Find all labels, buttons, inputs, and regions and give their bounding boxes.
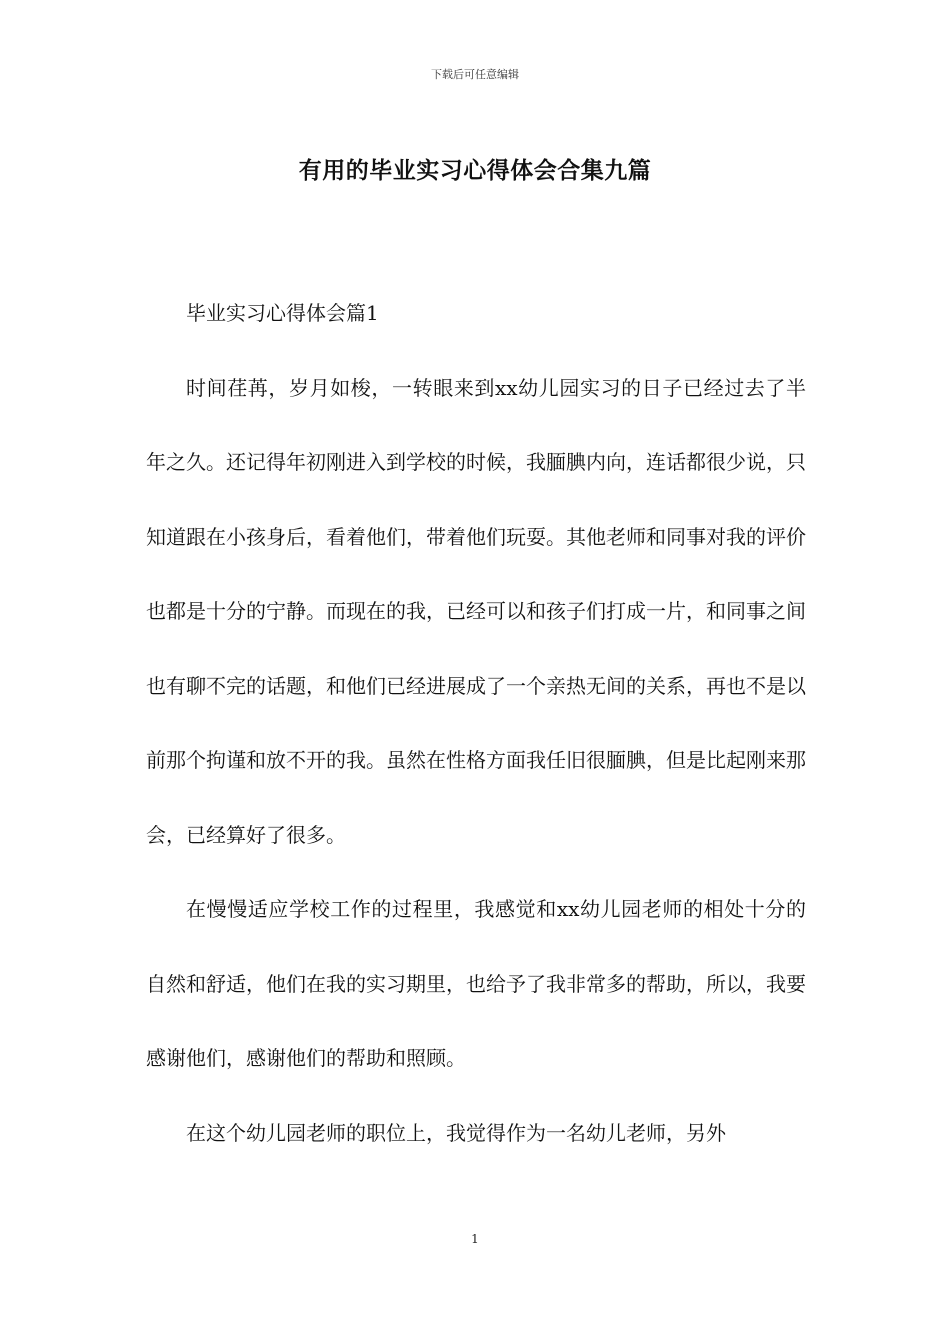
page-number: 1: [471, 1232, 479, 1246]
document-title: 有用的毕业实习心得体会合集九篇: [298, 157, 652, 184]
paragraph: 在慢慢适应学校工作的过程里，我感觉和xx幼儿园老师的相处十分的自然和舒适，他们在我的实习期里，也给予了我非常多的帮助，所以，我要感谢他们，感谢他们的帮助和照顾。: [146, 897, 806, 1070]
document-body: [146, 276, 806, 1170]
paragraph: 时间荏苒，岁月如梭，一转眼来到xx幼儿园实习的日子已经过去了半年之久。还记得年初刚进入到学校的时候，我腼腆内向，连话都很少说，只知道跟在小孩身后，看着他们，带着他们玩耍。其他老师和同事对我的评价也都是十分的宁静。而现在的我，已经可以和孩子们打成一片，和同事之间也有聊不完的话题，和他们已经进展成了一个亲热无间的关系，再也不是以前那个拘谨和放不开的我。虽然在性格方面我任旧很腼腆，但是比起刚来那会，已经算好了很多。: [146, 375, 806, 847]
section-heading: 毕业实习心得体会篇1: [186, 301, 379, 325]
header-note: 下载后可任意编辑: [431, 68, 519, 81]
paragraph: 在这个幼儿园老师的职位上，我觉得作为一名幼儿老师，另外: [186, 1120, 726, 1145]
